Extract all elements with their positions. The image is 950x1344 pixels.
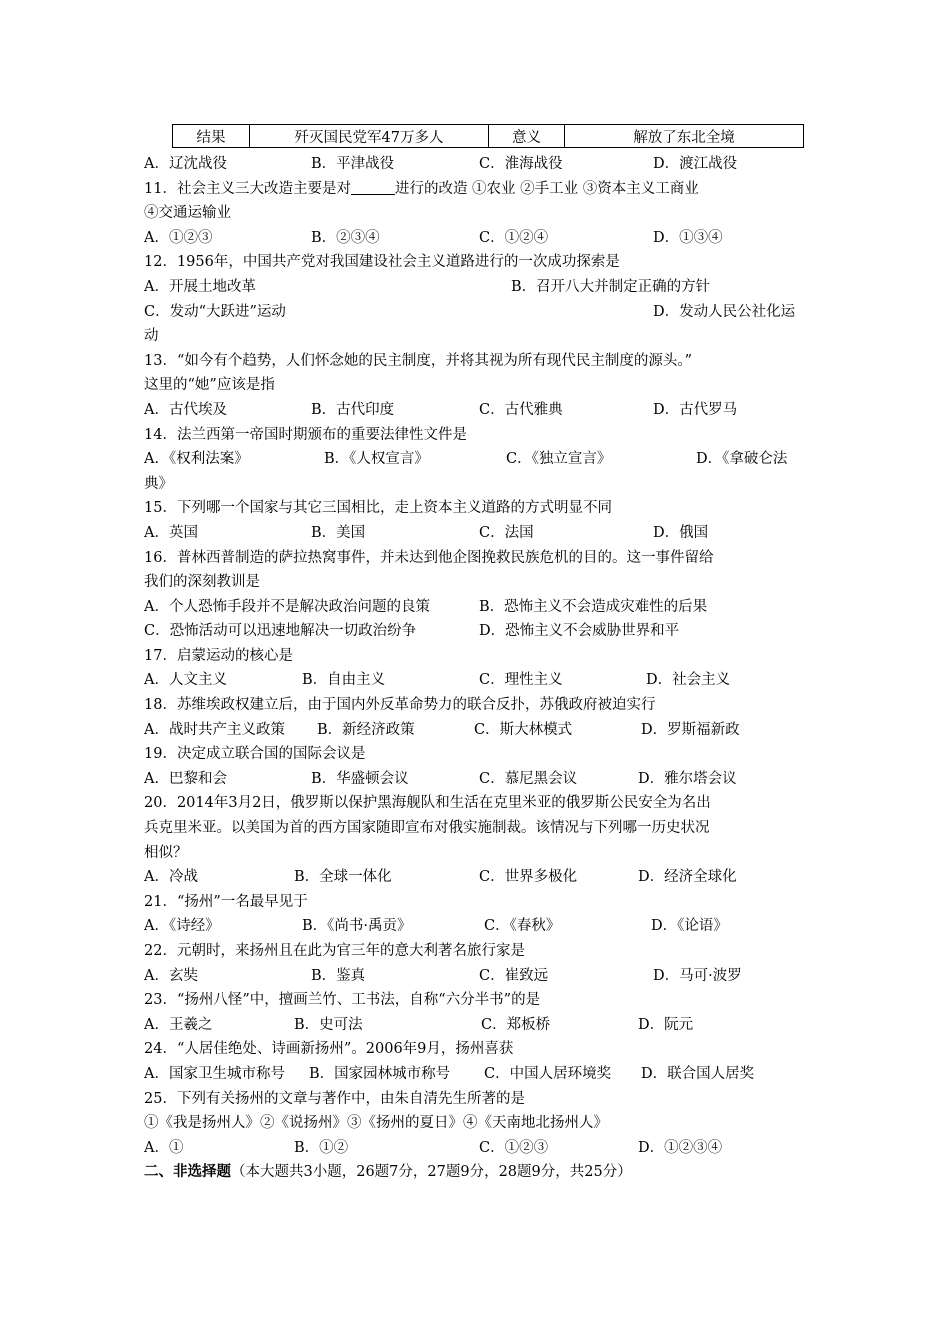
option-a: A．王羲之 [144, 1016, 213, 1033]
option-b: B．自由主义 [302, 672, 386, 689]
option-d: D．马可·波罗 [653, 967, 742, 984]
question-list [144, 152, 809, 1185]
table-cell: 歼灭国民党军47万多人 [250, 125, 489, 148]
option-d: D．①②③④ [638, 1139, 723, 1156]
options-q22 [144, 964, 809, 989]
option-c: C．郑板桥 [481, 1016, 551, 1033]
options-q21 [144, 914, 809, 939]
option-a: A．英国 [144, 524, 198, 541]
option-a: A．国家卫生城市称号 [144, 1065, 285, 1082]
option-b: B．古代印度 [311, 401, 395, 418]
table-cell: 意义 [489, 125, 565, 148]
option-c: C．①②④ [479, 229, 549, 246]
option-a: A．《诗经》 [144, 918, 220, 935]
option-c: C．斯大林模式 [474, 721, 573, 738]
options-q15 [144, 521, 809, 546]
section-title: 二、非选择题 [144, 1163, 231, 1181]
options-q16 [144, 619, 809, 644]
question-stem: ①《我是扬州人》②《说扬州》③《扬州的夏日》④《天南地北扬州人》 [144, 1115, 608, 1132]
options-q13 [144, 398, 809, 423]
options-q19 [144, 767, 809, 792]
option-b: B．①② [294, 1139, 349, 1156]
option-b: B．史可法 [294, 1016, 363, 1033]
option-a: A．①②③ [144, 229, 213, 246]
stem-text: 进行的改造 ①农业 ②手工业 ③资本主义工商业 [394, 180, 699, 197]
options-q10 [144, 152, 809, 177]
option-d: D．①③④ [653, 229, 723, 246]
option-d: D．经济全球化 [638, 869, 737, 886]
table-row [173, 125, 804, 148]
question-stem: 15．下列哪一个国家与其它三国相比，走上资本主义道路的方式明显不同 [144, 500, 612, 517]
option-continuation: 典》 [144, 475, 173, 492]
option-c: C．发动“大跃进”运动 [144, 303, 286, 320]
section-heading [144, 1160, 809, 1185]
option-a: A．玄奘 [144, 967, 198, 984]
options-q18 [144, 718, 809, 743]
question-stem: 24．“人居佳绝处、诗画新扬州”。2006年9月，扬州喜获 [144, 1041, 514, 1058]
question-stem: 12．1956年，中国共产党对我国建设社会主义道路进行的一次成功探索是 [144, 254, 620, 271]
section-note: （本大题共3小题，26题7分，27题9分，28题9分，共25分） [231, 1164, 632, 1181]
options-q25 [144, 1136, 809, 1161]
option-b: B．全球一体化 [294, 869, 392, 886]
option-b: B．鉴真 [311, 967, 366, 984]
option-d: D．罗斯福新政 [641, 721, 740, 738]
option-c: C．淮海战役 [479, 156, 563, 172]
option-a: A．冷战 [144, 869, 198, 886]
option-c: C．恐怖活动可以迅速地解决一切政治纷争 [144, 623, 417, 640]
battle-table [172, 124, 804, 148]
question-stem: 17．启蒙运动的核心是 [144, 647, 293, 664]
option-b: B．美国 [311, 524, 366, 541]
option-a: A．《权利法案》 [144, 451, 249, 468]
question-stem: 25．下列有关扬州的文章与著作中，由朱自清先生所著的是 [144, 1090, 525, 1107]
question-stem [144, 177, 809, 202]
option-b: B．《人权宣言》 [324, 451, 429, 468]
answer-blank [351, 178, 395, 195]
question-stem: 21．“扬州”一名最早见于 [144, 893, 308, 910]
option-d: D．阮元 [638, 1016, 694, 1033]
option-d: D．恐怖主义不会威胁世界和平 [479, 623, 680, 640]
option-d: D．社会主义 [646, 672, 731, 689]
options-q11 [144, 226, 809, 251]
option-c: C．崔致远 [479, 967, 549, 984]
options-q20 [144, 865, 809, 890]
option-d: D．俄国 [653, 524, 709, 541]
table-cell: 解放了东北全境 [565, 125, 804, 148]
option-c: C．慕尼黑会议 [479, 770, 578, 787]
question-stem: 这里的“她”应该是指 [144, 377, 275, 394]
option-c: C．古代雅典 [479, 401, 563, 418]
table-cell: 结果 [173, 125, 250, 148]
question-stem: 22．元朝时，来扬州且在此为官三年的意大利著名旅行家是 [144, 943, 525, 959]
option-a: A．辽沈战役 [144, 156, 227, 172]
option-d: D．《论语》 [651, 918, 728, 935]
option-a: A．战时共产主义政策 [144, 721, 285, 738]
option-c: C．《春秋》 [484, 918, 561, 935]
question-stem: 14．法兰西第一帝国时期颁布的重要法律性文件是 [144, 426, 467, 443]
options-q24 [144, 1062, 809, 1087]
question-stem: 23．“扬州八怪”中，擅画兰竹、工书法，自称“六分半书”的是 [144, 992, 541, 1009]
option-d: D．雅尔塔会议 [638, 770, 737, 787]
options-q16 [144, 595, 809, 620]
option-a: A．人文主义 [144, 672, 227, 689]
option-d: D．古代罗马 [653, 401, 738, 418]
option-a: A．开展土地改革 [144, 278, 256, 295]
stem-text: 11．社会主义三大改造主要是对 [144, 180, 351, 197]
question-stem: 16．普林西普制造的萨拉热窝事件，并未达到他企图挽救民族危机的目的。这一事件留给 [144, 549, 714, 566]
question-stem: 兵克里米亚。以美国为首的西方国家随即宣布对俄实施制裁。该情况与下列哪一历史状况 [144, 820, 710, 837]
question-stem: ④交通运输业 [144, 205, 231, 222]
option-c: C．理性主义 [479, 672, 563, 689]
option-c: C．中国人居环境奖 [484, 1065, 612, 1082]
option-a: A．古代埃及 [144, 401, 227, 418]
option-d: D．联合国人居奖 [641, 1065, 755, 1082]
option-d: D．发动人民公社化运 [653, 303, 796, 320]
option-b: B．平津战役 [311, 156, 395, 172]
option-c: C．《独立宣言》 [506, 451, 612, 468]
option-d: D．渡江战役 [653, 156, 738, 172]
options-q23 [144, 1013, 809, 1038]
question-stem: 18．苏维埃政权建立后，由于国内外反革命势力的联合反扑，苏俄政府被迫实行 [144, 697, 656, 714]
option-d: D．《拿破仑法 [696, 451, 788, 468]
option-b: B．国家园林城市称号 [309, 1065, 451, 1082]
option-b: B．新经济政策 [317, 721, 415, 738]
question-stem: 13．“如今有个趋势，人们怀念她的民主制度，并将其视为所有现代民主制度的源头。” [144, 352, 693, 369]
option-b: B．华盛顿会议 [311, 770, 409, 787]
option-a: A．① [144, 1139, 184, 1156]
option-a: A．个人恐怖手段并不是解决政治问题的良策 [144, 598, 430, 615]
option-c: C．法国 [479, 524, 534, 541]
option-b: B．恐怖主义不会造成灾难性的后果 [479, 598, 708, 615]
option-b: B．②③④ [311, 229, 380, 246]
options-q12 [144, 275, 809, 300]
options-q17 [144, 668, 809, 693]
question-stem: 相似？ [144, 844, 188, 861]
option-b: B．召开八大并制定正确的方针 [511, 278, 711, 295]
option-c: C．①②③ [479, 1139, 549, 1156]
option-a: A．巴黎和会 [144, 770, 227, 787]
options-q12 [144, 300, 809, 325]
question-stem: 19．决定成立联合国的国际会议是 [144, 746, 366, 763]
question-stem: 20．2014年3月2日，俄罗斯以保护黑海舰队和生活在克里米亚的俄罗斯公民安全为名出 [144, 795, 711, 812]
option-c: C．世界多极化 [479, 869, 578, 886]
option-continuation: 动 [144, 328, 159, 345]
options-q14 [144, 447, 809, 472]
option-b: B．《尚书·禹贡》 [302, 918, 412, 935]
question-stem: 我们的深刻教训是 [144, 574, 260, 591]
